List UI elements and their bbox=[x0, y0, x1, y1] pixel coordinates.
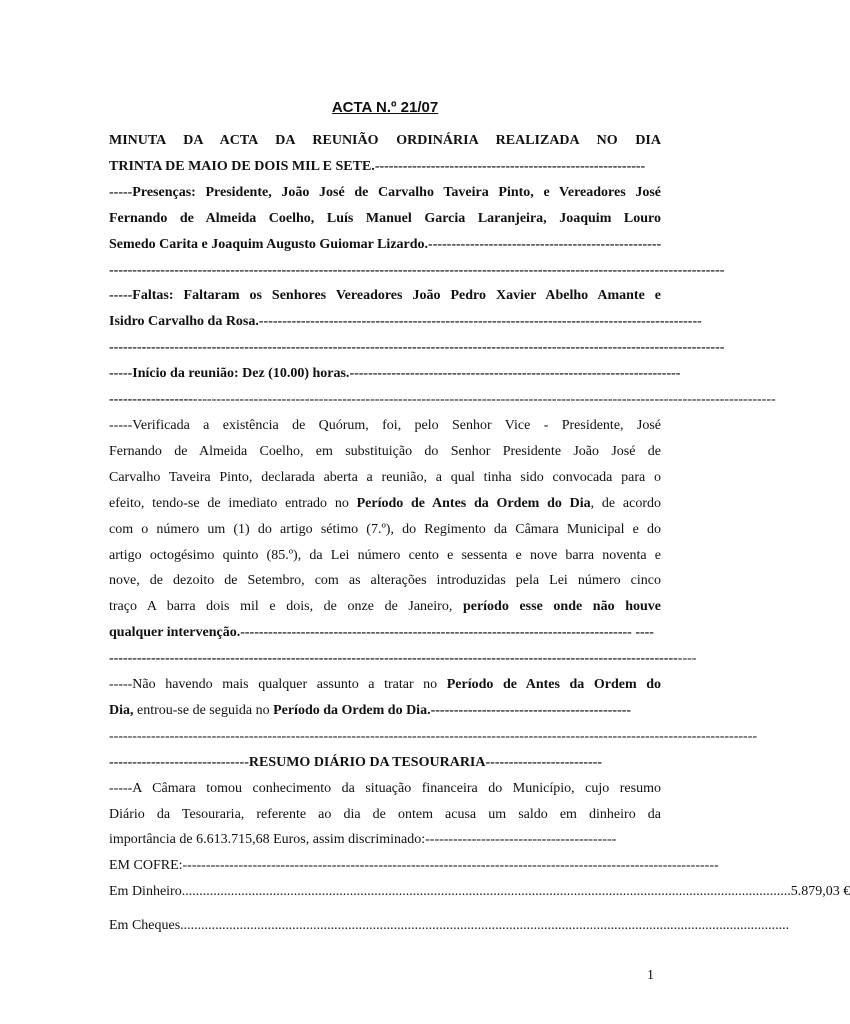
resumo-heading-line: ------------------------------RESUMO DIÁRIO DA TESOURARIA------------------------- bbox=[109, 754, 603, 770]
minuta-line-1: MINUTA DA ACTA DA REUNIÃO ORDINÁRIA REALIZADA NO DIA bbox=[109, 133, 661, 148]
camara-line-3: importância de 6.613.715,68 Euros, assim discriminado:----------------------------------------- bbox=[109, 832, 617, 848]
quorum-bold-text: Período de Antes da Ordem do Dia bbox=[356, 495, 591, 511]
presencas-line-3: Semedo Carita e Joaquim Augusto Guiomar Lizardo.-------------------------------------------------- bbox=[109, 236, 662, 252]
dash-separator: ------------------------------------------------------------------------------------------------------------------------------------------- bbox=[109, 728, 758, 744]
em-cofre-line: EM COFRE:------------------------------------------------------------------------------------------------------------------- bbox=[109, 858, 719, 874]
camara-line-2: Diário da Tesouraria, referente ao dia de ontem acusa um saldo em dinheiro da bbox=[109, 806, 661, 822]
minuta-text: TRINTA DE MAIO DE DOIS MIL E SETE. bbox=[109, 158, 375, 174]
quorum-text: qualquer intervenção. bbox=[109, 625, 241, 641]
page-number: 1 bbox=[647, 968, 654, 983]
presencas-line-1: -----Presenças: Presidente, João José de Carvalho Taveira Pinto, e Vereadores José bbox=[109, 184, 661, 200]
quorum-text: traço A barra dois mil e dois, de onze de Janeiro, bbox=[109, 599, 463, 615]
em-dinheiro-label: Em Dinheiro bbox=[109, 884, 182, 900]
camara-line-1: -----A Câmara tomou conhecimento da situação financeira do Município, cujo resumo bbox=[109, 780, 661, 796]
quorum-text: efeito, tendo-se de imediato entrado no bbox=[109, 495, 357, 511]
faltas-line-2: Isidro Carvalho da Rosa.----------------------------------------------------------------------------------------------- bbox=[109, 314, 702, 330]
nao-bold-text: Dia, bbox=[109, 702, 134, 718]
quorum-line-2: Fernando de Almeida Coelho, em substituição do Senhor Presidente João José de bbox=[109, 443, 661, 459]
resumo-heading: RESUMO DIÁRIO DA TESOURARIA bbox=[248, 754, 486, 770]
em-dinheiro-value: 5.879,03 € bbox=[790, 884, 850, 900]
quorum-text: , de acordo bbox=[590, 495, 661, 511]
em-cofre-label: EM COFRE: bbox=[109, 858, 183, 874]
spacer bbox=[109, 905, 661, 913]
inicio-text: -----Início da reunião: Dez (10.00) horas. bbox=[109, 366, 350, 382]
dash-separator: ----------------------------------------------------------------------------------------------------------------------------------------------- bbox=[109, 392, 776, 408]
nao-bold-text: Período de Antes da Ordem do bbox=[446, 677, 661, 693]
quorum-line-6: artigo octogésimo quinto (85.º), da Lei número cento e sessenta e nove barra noventa e bbox=[109, 547, 661, 563]
em-dinheiro-row bbox=[109, 879, 850, 905]
leader-dots: .............................................................................................................................................................................. bbox=[180, 918, 790, 934]
leader-dots: .............................................................................................................................................................................. bbox=[181, 884, 791, 900]
minuta-line-2: TRINTA DE MAIO DE DOIS MIL E SETE.---------------------------------------------------------- bbox=[109, 158, 646, 174]
quorum-line-4 bbox=[109, 491, 661, 517]
quorum-line-8 bbox=[109, 594, 661, 620]
dash-separator: ------------------------------------------------------------------------------------------------------------------------------------ bbox=[109, 340, 725, 356]
inicio-line: -----Início da reunião: Dez (10.00) horas.----------------------------------------------------------------------- bbox=[109, 366, 681, 382]
em-cheques-label: Em Cheques bbox=[109, 918, 181, 934]
document-page bbox=[109, 0, 850, 1024]
camara-text: importância de 6.613.715,68 Euros, assim discriminado: bbox=[109, 832, 426, 848]
presencas-line-2: Fernando de Almeida Coelho, Luís Manuel Garcia Laranjeira, Joaquim Louro bbox=[109, 210, 661, 226]
nao-text: entrou-se de seguida no bbox=[133, 702, 274, 718]
quorum-line-9: qualquer intervenção.------------------------------------------------------------------------------------ ---- bbox=[109, 625, 654, 641]
dash-separator: ------------------------------------------------------------------------------------------------------------------------------------ bbox=[109, 262, 725, 278]
presencas-text: Semedo Carita e Joaquim Augusto Guiomar Lizardo. bbox=[109, 236, 429, 252]
nao-text: -----Não havendo mais qualquer assunto a tratar no bbox=[109, 677, 447, 693]
faltas-text: Isidro Carvalho da Rosa. bbox=[109, 314, 259, 330]
nao-bold-text: Período da Ordem do Dia. bbox=[273, 702, 431, 718]
quorum-line-5: com o número um (1) do artigo sétimo (7.º), do Regimento da Câmara Municipal e do bbox=[109, 521, 661, 537]
quorum-line-3: Carvalho Taveira Pinto, declarada aberta a reunião, a qual tinha sido convocada para o bbox=[109, 469, 661, 485]
document-body bbox=[109, 128, 850, 939]
nao-line-2: Dia, entrou-se de seguida no Período da Ordem do Dia.------------------------------------------- bbox=[109, 702, 632, 718]
quorum-line-1: -----Verificada a existência de Quórum, foi, pelo Senhor Vice - Presidente, José bbox=[109, 417, 661, 433]
nao-line-1 bbox=[109, 672, 661, 698]
page-title: ACTA N.º 21/07 bbox=[331, 99, 439, 116]
em-cheques-row bbox=[109, 913, 790, 939]
faltas-line-1: -----Faltas: Faltaram os Senhores Vereadores João Pedro Xavier Abelho Amante e bbox=[109, 288, 661, 304]
quorum-line-7: nove, de dezoito de Setembro, com as alterações introduzidas pela Lei número cinco bbox=[109, 573, 661, 589]
dash-separator: ------------------------------------------------------------------------------------------------------------------------------ bbox=[109, 651, 697, 667]
quorum-bold-text: período esse onde não houve bbox=[462, 599, 662, 615]
